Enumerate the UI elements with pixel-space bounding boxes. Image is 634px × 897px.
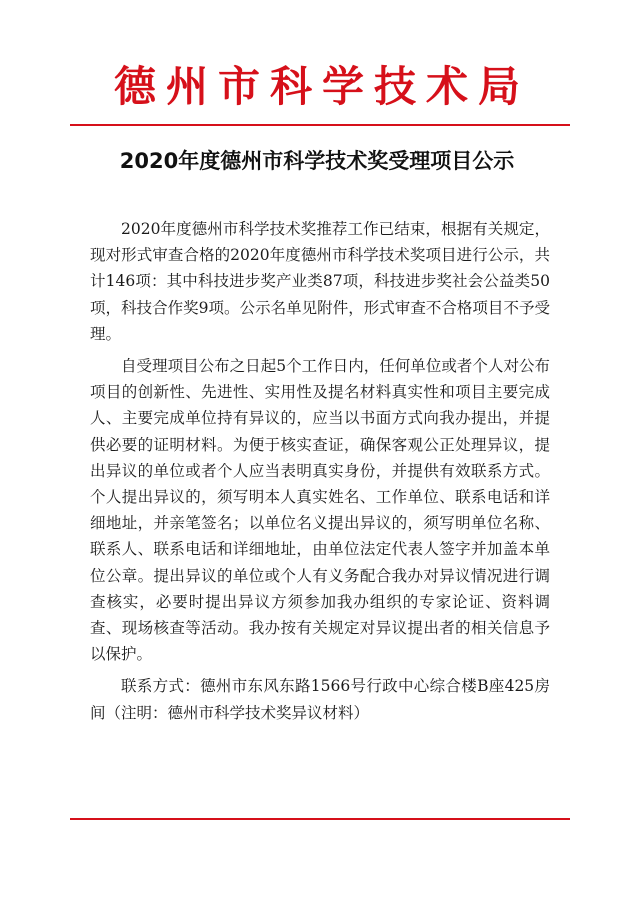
- contact-info: 联系方式：德州市东风东路1566号行政中心综合楼B座425房间（注明：德州市科学技术奖异议材料）: [90, 677, 550, 722]
- footer-divider-bottom: [70, 818, 570, 820]
- document-title: 2020年度德州市科学技术奖受理项目公示: [119, 149, 515, 173]
- letterhead-title: 德州市科学技术局: [113, 62, 530, 111]
- document-body: [90, 216, 550, 732]
- body-paragraph-2: 自受理项目公布之日起5个工作日内，任何单位或者个人对公布项目的创新性、先进性、实用性及提名材料真实性和项目主要完成人、主要完成单位持有异议的，应当以书面方式向我办提出，并提供必要的证明材料。为便于核实查证，确保客观公正处理异议，提出异议的单位或者个人应当表明真实身份，并提供有效联系方式。个人提出异议的，须写明本人真实姓名、工作单位、联系电话和详细地址，并亲笔签名；以单位名义提出异议的，须写明单位名称、联系人、联系电话和详细地址，由单位法定代表人签字并加盖本单位公章。提出异议的单位或个人有义务配合我办对异议情况进行调查核实，必要时提出异议方须参加我办组织的专家论证、资料调查、现场核查等活动。我办按有关规定对异议提出者的相关信息予以保护。: [90, 357, 550, 664]
- letterhead-divider-top: [70, 124, 570, 126]
- body-paragraph-1: 2020年度德州市科学技术奖推荐工作已结束，根据有关规定，现对形式审查合格的2020年度德州市科学技术奖项目进行公示，共计146项：其中科技进步奖产业类87项，科技进步奖社会公益类50项，科技合作奖9项。公示名单见附件，形式审查不合格项目不予受理。: [90, 220, 550, 343]
